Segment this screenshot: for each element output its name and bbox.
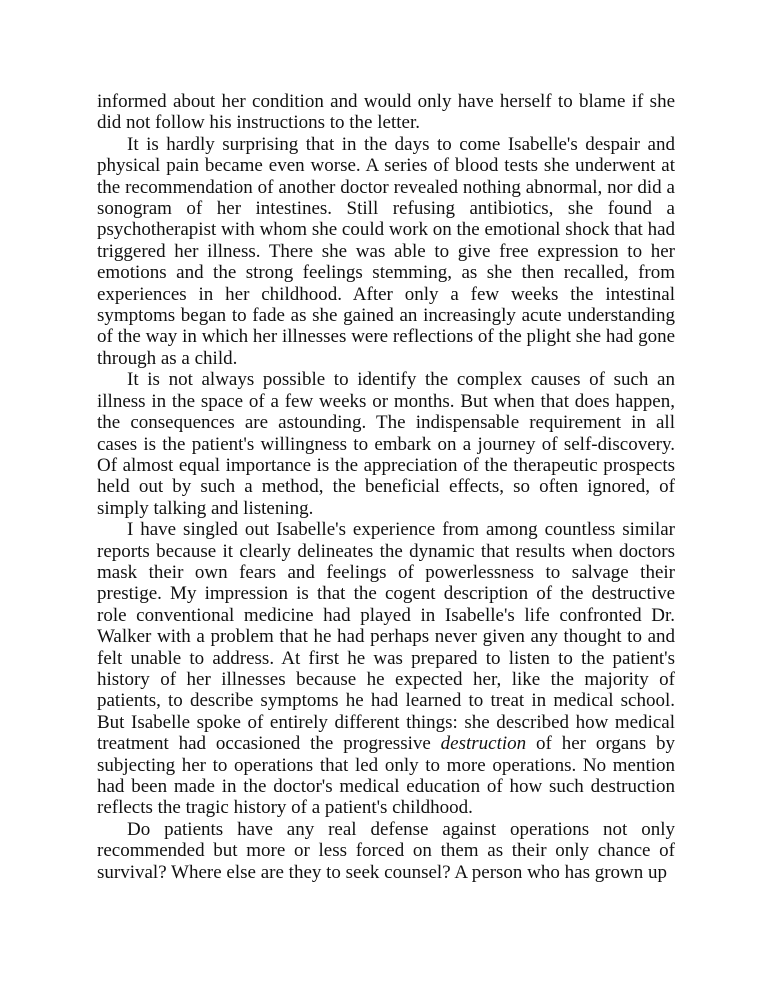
paragraph-isabelle-despair: It is hardly surprising that in the days to come Isabelle's despair and physical pain became even worse. A series of blood tests she underwent at the recommendation of another doctor revealed nothing abnormal, nor did a sonogram of her intestines. Still refusing antibiotics, she found a psychotherapist with whom she could work on the emotional shock that had triggered her illness. There she was able to give free expression to her emotions and the strong feelings stemming, as she then recalled, from experiences in her childhood. After only a few weeks the intestinal symptoms began to fade as she gained an increasingly acute understanding of the way in which her illnesses were reflections of the plight she had gone through as a child.: [97, 133, 675, 369]
emphasized-word: destruction: [440, 733, 527, 755]
paragraph-text-after-emphasis: of her organs by subjecting her to operations that led only to more operations. No mention had been made in the doctor's medical education of how such destruction reflects the tragic history of a patient's childhood.: [97, 733, 675, 819]
paragraph-singled-out: [97, 519, 675, 819]
paragraph-complex-causes: It is not always possible to identify the complex causes of such an illness in the space of a few weeks or months. But when that does happen, the consequences are astounding. The indispensable requirement in all cases is the patient's willingness to embark on a journey of self-discovery. Of almost equal importance is the appreciation of the therapeutic prospects held out by such a method, the beneficial effects, so often ignored, of simply talking and listening.: [97, 369, 675, 519]
paragraph-patient-defense: Do patients have any real defense against operations not only recommended but more or less forced on them as their only chance of survival? Where else are they to seek counsel? A person who has grown up: [97, 818, 675, 883]
paragraph-continued: informed about her condition and would only have herself to blame if she did not follow his instructions to the letter.: [97, 91, 675, 134]
paragraph-text-before-emphasis: I have singled out Isabelle's experience from among countless similar reports because it clearly delineates the dynamic that results when doctors mask their own fears and feelings of powerlessness to salvage their prestige. My impression is that the cogent description of the destructive role conventional medicine had played in Isabelle's life confronted Dr. Walker with a problem that he had perhaps never given any thought to and felt unable to address. At first he was prepared to listen to the patient's history of her illnesses because he expected her, like the majority of patients, to describe symptoms he had learned to treat in medical school. But Isabelle spoke of entirely different things: she described how medical treatment had occasioned the progressive: [97, 519, 675, 755]
page-body-text: [97, 91, 675, 883]
